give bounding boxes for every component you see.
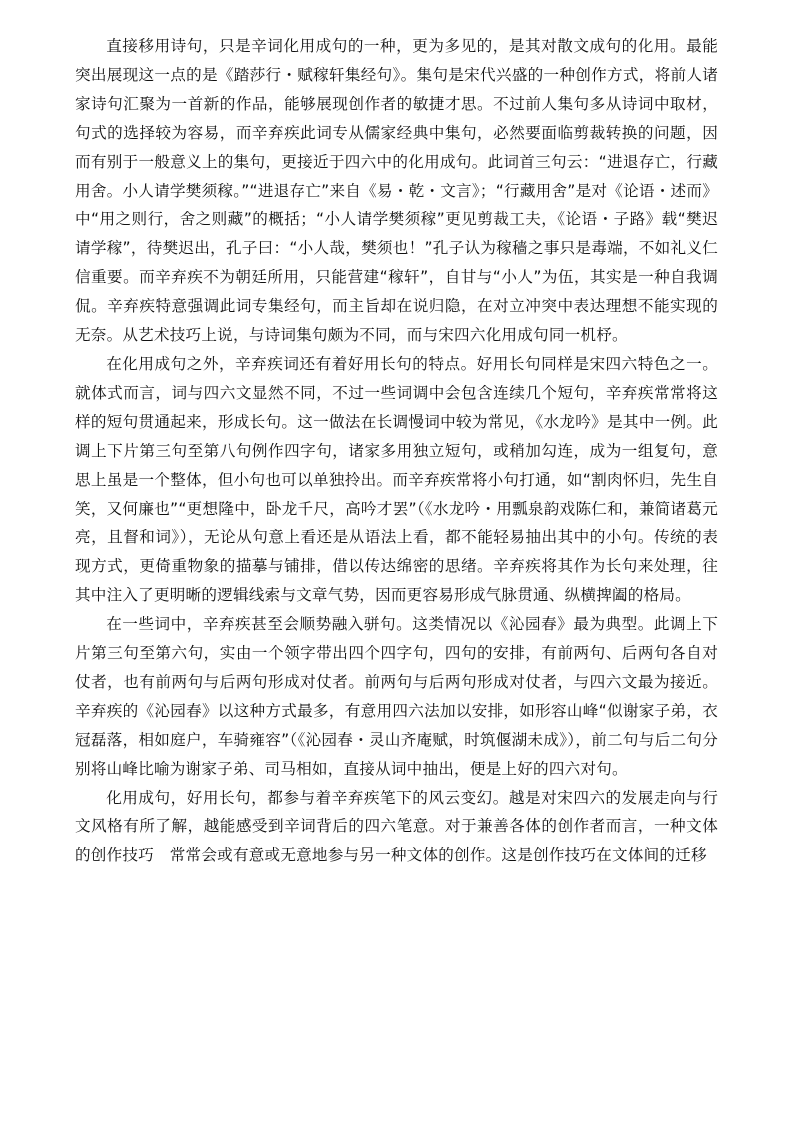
- paragraph-4: 化用成句，好用长句，都参与着辛弃疾笔下的风云变幻。越是对宋四六的发展走向与行文风格有所了解，越能感受到辛词背后的四六笔意。对于兼善各体的创作者而言，一种文体的创作技巧 常常会或有意或无意地参与另一种文体的创作。这是创作技巧在文体间的迁移: [75, 788, 718, 865]
- document-page: [75, 32, 718, 870]
- paragraph-2: 在化用成句之外，辛弃疾词还有着好用长句的特点。好用长句同样是宋四六特色之一。就体式而言，词与四六文显然不同，不过一些词调中会包含连续几个短句，辛弃疾常常将这样的短句贯通起来，形成长句。这一做法在长调慢词中较为常见，《水龙吟》是其中一例。此调上下片第三句至第八句例作四字句，诸家多用独立短句，或稍加勾连，成为一组复句，意思上虽是一个整体，但小句也可以单独拎出。而辛弃疾常将小句打通，如“割肉怀归，先生自笑，又何廉也”“更想隆中，卧龙千尺，高吟才罢”（《水龙吟・用瓢泉韵戏陈仁和，兼简诸葛元亮，且督和词》），无论从句意上看还是从语法上看，都不能轻易抽出其中的小句。传统的表现方式，更倚重物象的描摹与铺排，借以传达绵密的思绪。辛弃疾将其作为长句来处理，往其中注入了更明晰的逻辑线索与文章气势，因而更容易形成气脉贯通、纵横捭阖的格局。: [75, 354, 718, 605]
- paragraph-3: 在一些词中，辛弃疾甚至会顺势融入骈句。这类情况以《沁园春》最为典型。此调上下片第三句至第六句，实由一个领字带出四个四字句，四句的安排，有前两句、后两句各自对仗者，也有前两句与后两句形成对仗者。前两句与后两句形成对仗者，与四六文最为接近。辛弃疾的《沁园春》以这种方式最多，有意用四六法加以安排，如形容山峰“似谢家子弟，衣冠磊落，相如庭户，车骑雍容”（《沁园春・灵山齐庵赋，时筑偃湖未成》），前二句与后二句分别将山峰比喻为谢家子弟、司马相如，直接从词中抽出，便是上好的四六对句。: [75, 615, 718, 778]
- paragraph-1: 直接移用诗句，只是辛词化用成句的一种，更为多见的，是其对散文成句的化用。最能突出展现这一点的是《踏莎行・赋稼轩集经句》。集句是宋代兴盛的一种创作方式，将前人诸家诗句汇聚为一首新的作品，能够展现创作者的敏捷才思。不过前人集句多从诗词中取材，句式的选择较为容易，而辛弃疾此词专从儒家经典中集句，必然要面临剪裁转换的问题，因而有别于一般意义上的集句，更接近于四六中的化用成句。此词首三句云：“进退存亡，行藏用舍。小人请学樊须稼。”“进退存亡”来自《易・乾・文言》；“行藏用舍”是对《论语・述而》中“用之则行，舍之则藏”的概括；“小人请学樊须稼”更见剪裁工夫，《论语・子路》载“樊迟请学稼”，待樊迟出，孔子曰：“小人哉，樊须也！”孔子认为稼穑之事只是毒端，不如礼义仁信重要。而辛弃疾不为朝廷所用，只能营建“稼轩”，自甘与“小人”为伍，其实是一种自我调侃。辛弃疾特意强调此词专集经句，而主旨却在说归隐，在对立冲突中表达理想不能实现的无奈。从艺术技巧上说，与诗词集句颇为不同，而与宋四六化用成句同一机杼。: [75, 37, 718, 345]
